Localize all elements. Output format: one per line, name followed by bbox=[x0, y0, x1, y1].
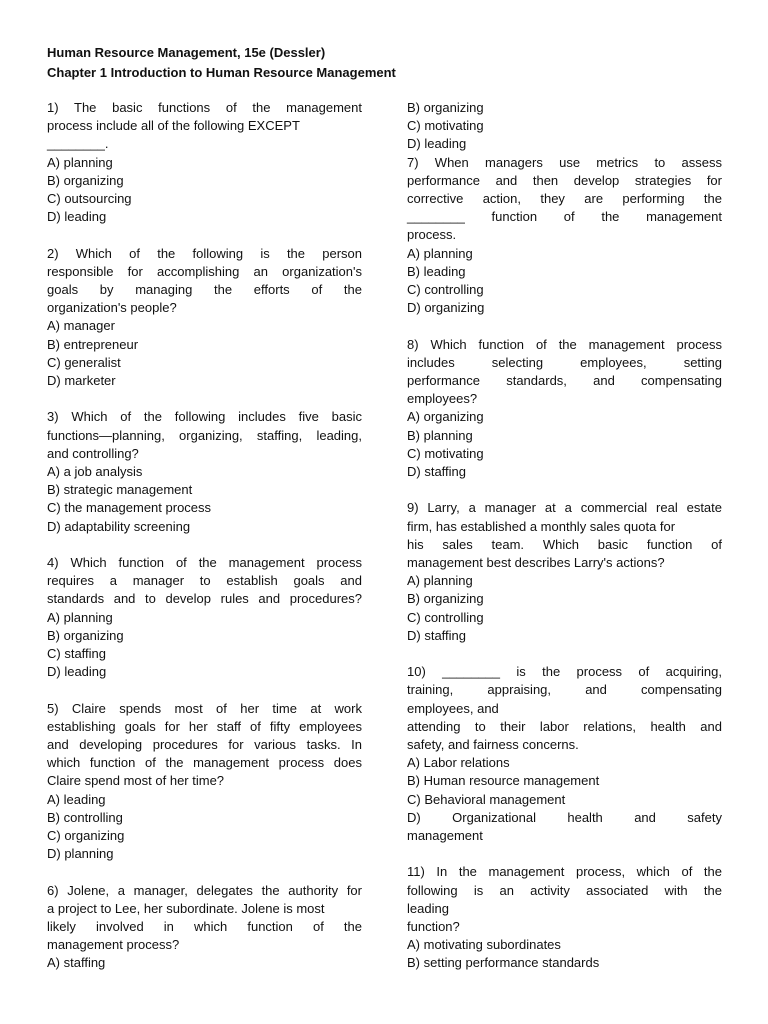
text-line: 10) ________ is the process of acquiring, bbox=[407, 664, 722, 680]
text-line: C) outsourcing bbox=[47, 191, 132, 207]
paragraph-gap bbox=[407, 317, 722, 335]
paragraph-gap bbox=[407, 845, 722, 863]
paragraph-gap bbox=[47, 681, 362, 699]
text-line: performance standards, and compensating bbox=[407, 373, 722, 389]
text-line: organization's people? bbox=[47, 300, 177, 316]
text-line: following is an activity associated with the bbox=[407, 882, 722, 898]
text-line: management best describes Larry's actions? bbox=[407, 555, 665, 571]
text-line: B) organizing bbox=[47, 627, 124, 643]
text-line: C) organizing bbox=[47, 828, 125, 844]
text-line: goals by managing the efforts of the bbox=[47, 282, 362, 298]
text-line: D) staffing bbox=[407, 464, 467, 480]
text-line: D) organizing bbox=[407, 300, 485, 316]
text-line: function? bbox=[407, 919, 460, 935]
left-column bbox=[47, 99, 362, 973]
text-line: D) Organizational health and safety bbox=[407, 809, 722, 825]
text-line: likely involved in which function of the bbox=[47, 919, 362, 935]
text-line: responsible for accomplishing an organization's bbox=[47, 263, 362, 279]
text-line: B) organizing bbox=[407, 591, 484, 607]
text-line: B) planning bbox=[407, 427, 473, 443]
text-line: training, appraising, and compensating bbox=[407, 682, 722, 698]
text-line: D) staffing bbox=[407, 627, 467, 643]
paragraph-gap bbox=[47, 226, 362, 244]
chapter-title: Chapter 1 Introduction to Human Resource Management bbox=[47, 65, 396, 80]
text-line: B) entrepreneur bbox=[47, 336, 139, 352]
text-line: and controlling? bbox=[47, 445, 139, 461]
text-line: B) setting performance standards bbox=[407, 955, 600, 971]
text-line: process. bbox=[407, 227, 457, 243]
book-title: Human Resource Management, 15e (Dessler) bbox=[47, 45, 326, 60]
text-line: a project to Lee, her subordinate. Jolene is most bbox=[47, 900, 325, 916]
text-line: D) leading bbox=[407, 136, 467, 152]
paragraph-gap bbox=[47, 863, 362, 881]
text-line: C) motivating bbox=[407, 118, 484, 134]
text-line: A) manager bbox=[47, 318, 115, 334]
text-line: employees? bbox=[407, 391, 478, 407]
text-line: standards and to develop rules and procedures? bbox=[47, 591, 362, 607]
text-line: 2) Which of the following is the person bbox=[47, 245, 362, 261]
text-line: includes selecting employees, setting bbox=[407, 354, 722, 370]
paragraph-gap bbox=[47, 536, 362, 554]
text-line: B) leading bbox=[407, 263, 466, 279]
text-line: attending to their labor relations, health and bbox=[407, 718, 722, 734]
paragraph-gap bbox=[47, 390, 362, 408]
text-line: B) Human resource management bbox=[407, 773, 600, 789]
text-line: D) planning bbox=[47, 846, 114, 862]
text-line: and developing procedures for various tasks. In bbox=[47, 737, 362, 753]
text-line: C) staffing bbox=[47, 646, 107, 662]
text-line: ________ function of the management bbox=[407, 209, 722, 225]
text-line: 8) Which function of the management process bbox=[407, 336, 722, 352]
text-line: 4) Which function of the management process bbox=[47, 555, 362, 571]
text-line: functions—planning, organizing, staffing, leading, bbox=[47, 427, 362, 443]
paragraph-gap bbox=[407, 645, 722, 663]
paragraph-gap bbox=[407, 481, 722, 499]
text-line: process include all of the following EXCEPT bbox=[47, 118, 300, 134]
text-line: C) generalist bbox=[47, 354, 121, 370]
text-line: leading bbox=[407, 900, 449, 916]
text-line: employees, and bbox=[407, 700, 499, 716]
text-line: 11) In the management process, which of the bbox=[407, 864, 722, 880]
text-line: establishing goals for her staff of fifty employees bbox=[47, 718, 362, 734]
document-header bbox=[47, 43, 727, 83]
right-column bbox=[407, 99, 722, 973]
text-line: A) a job analysis bbox=[47, 464, 143, 480]
text-line: C) controlling bbox=[407, 282, 484, 298]
text-line: A) leading bbox=[47, 791, 106, 807]
text-line: B) controlling bbox=[47, 809, 123, 825]
text-line: management process? bbox=[47, 937, 180, 953]
text-line: B) organizing bbox=[47, 172, 124, 188]
text-line: corrective action, they are performing the bbox=[407, 191, 722, 207]
text-line: A) planning bbox=[47, 609, 113, 625]
text-line: 5) Claire spends most of her time at work bbox=[47, 700, 362, 716]
text-line: A) motivating subordinates bbox=[407, 937, 561, 953]
text-line: ________. bbox=[47, 136, 109, 152]
text-line: C) Behavioral management bbox=[407, 791, 566, 807]
text-line: C) controlling bbox=[407, 609, 484, 625]
text-line: 3) Which of the following includes five basic bbox=[47, 409, 362, 425]
text-line: C) motivating bbox=[407, 445, 484, 461]
text-line: A) Labor relations bbox=[407, 755, 510, 771]
text-line: requires a manager to establish goals and bbox=[47, 573, 362, 589]
text-line: 1) The basic functions of the management bbox=[47, 100, 362, 115]
text-line: 7) When managers use metrics to assess bbox=[407, 154, 722, 170]
text-line: his sales team. Which basic function of bbox=[407, 536, 722, 552]
text-line: D) adaptability screening bbox=[47, 518, 191, 534]
text-line: A) organizing bbox=[407, 409, 484, 425]
text-line: D) leading bbox=[47, 209, 107, 225]
text-line: D) marketer bbox=[47, 373, 116, 389]
text-line: A) planning bbox=[47, 154, 113, 170]
text-line: firm, has established a monthly sales quota for bbox=[407, 518, 676, 534]
text-line: 9) Larry, a manager at a commercial real estate bbox=[407, 500, 722, 516]
text-line: management bbox=[407, 828, 483, 844]
text-line: A) staffing bbox=[47, 955, 106, 971]
text-line: performance and then develop strategies for bbox=[407, 172, 722, 188]
text-line: B) strategic management bbox=[47, 482, 193, 498]
text-line: which function of the management process does bbox=[47, 755, 362, 771]
text-line: A) planning bbox=[407, 245, 473, 261]
text-line: safety, and fairness concerns. bbox=[407, 737, 579, 753]
text-line: C) the management process bbox=[47, 500, 212, 516]
text-line: 6) Jolene, a manager, delegates the authority for bbox=[47, 882, 362, 898]
text-line: A) planning bbox=[407, 573, 473, 589]
text-line: Claire spend most of her time? bbox=[47, 773, 225, 789]
text-line: B) organizing bbox=[407, 100, 484, 115]
text-line: D) leading bbox=[47, 664, 107, 680]
